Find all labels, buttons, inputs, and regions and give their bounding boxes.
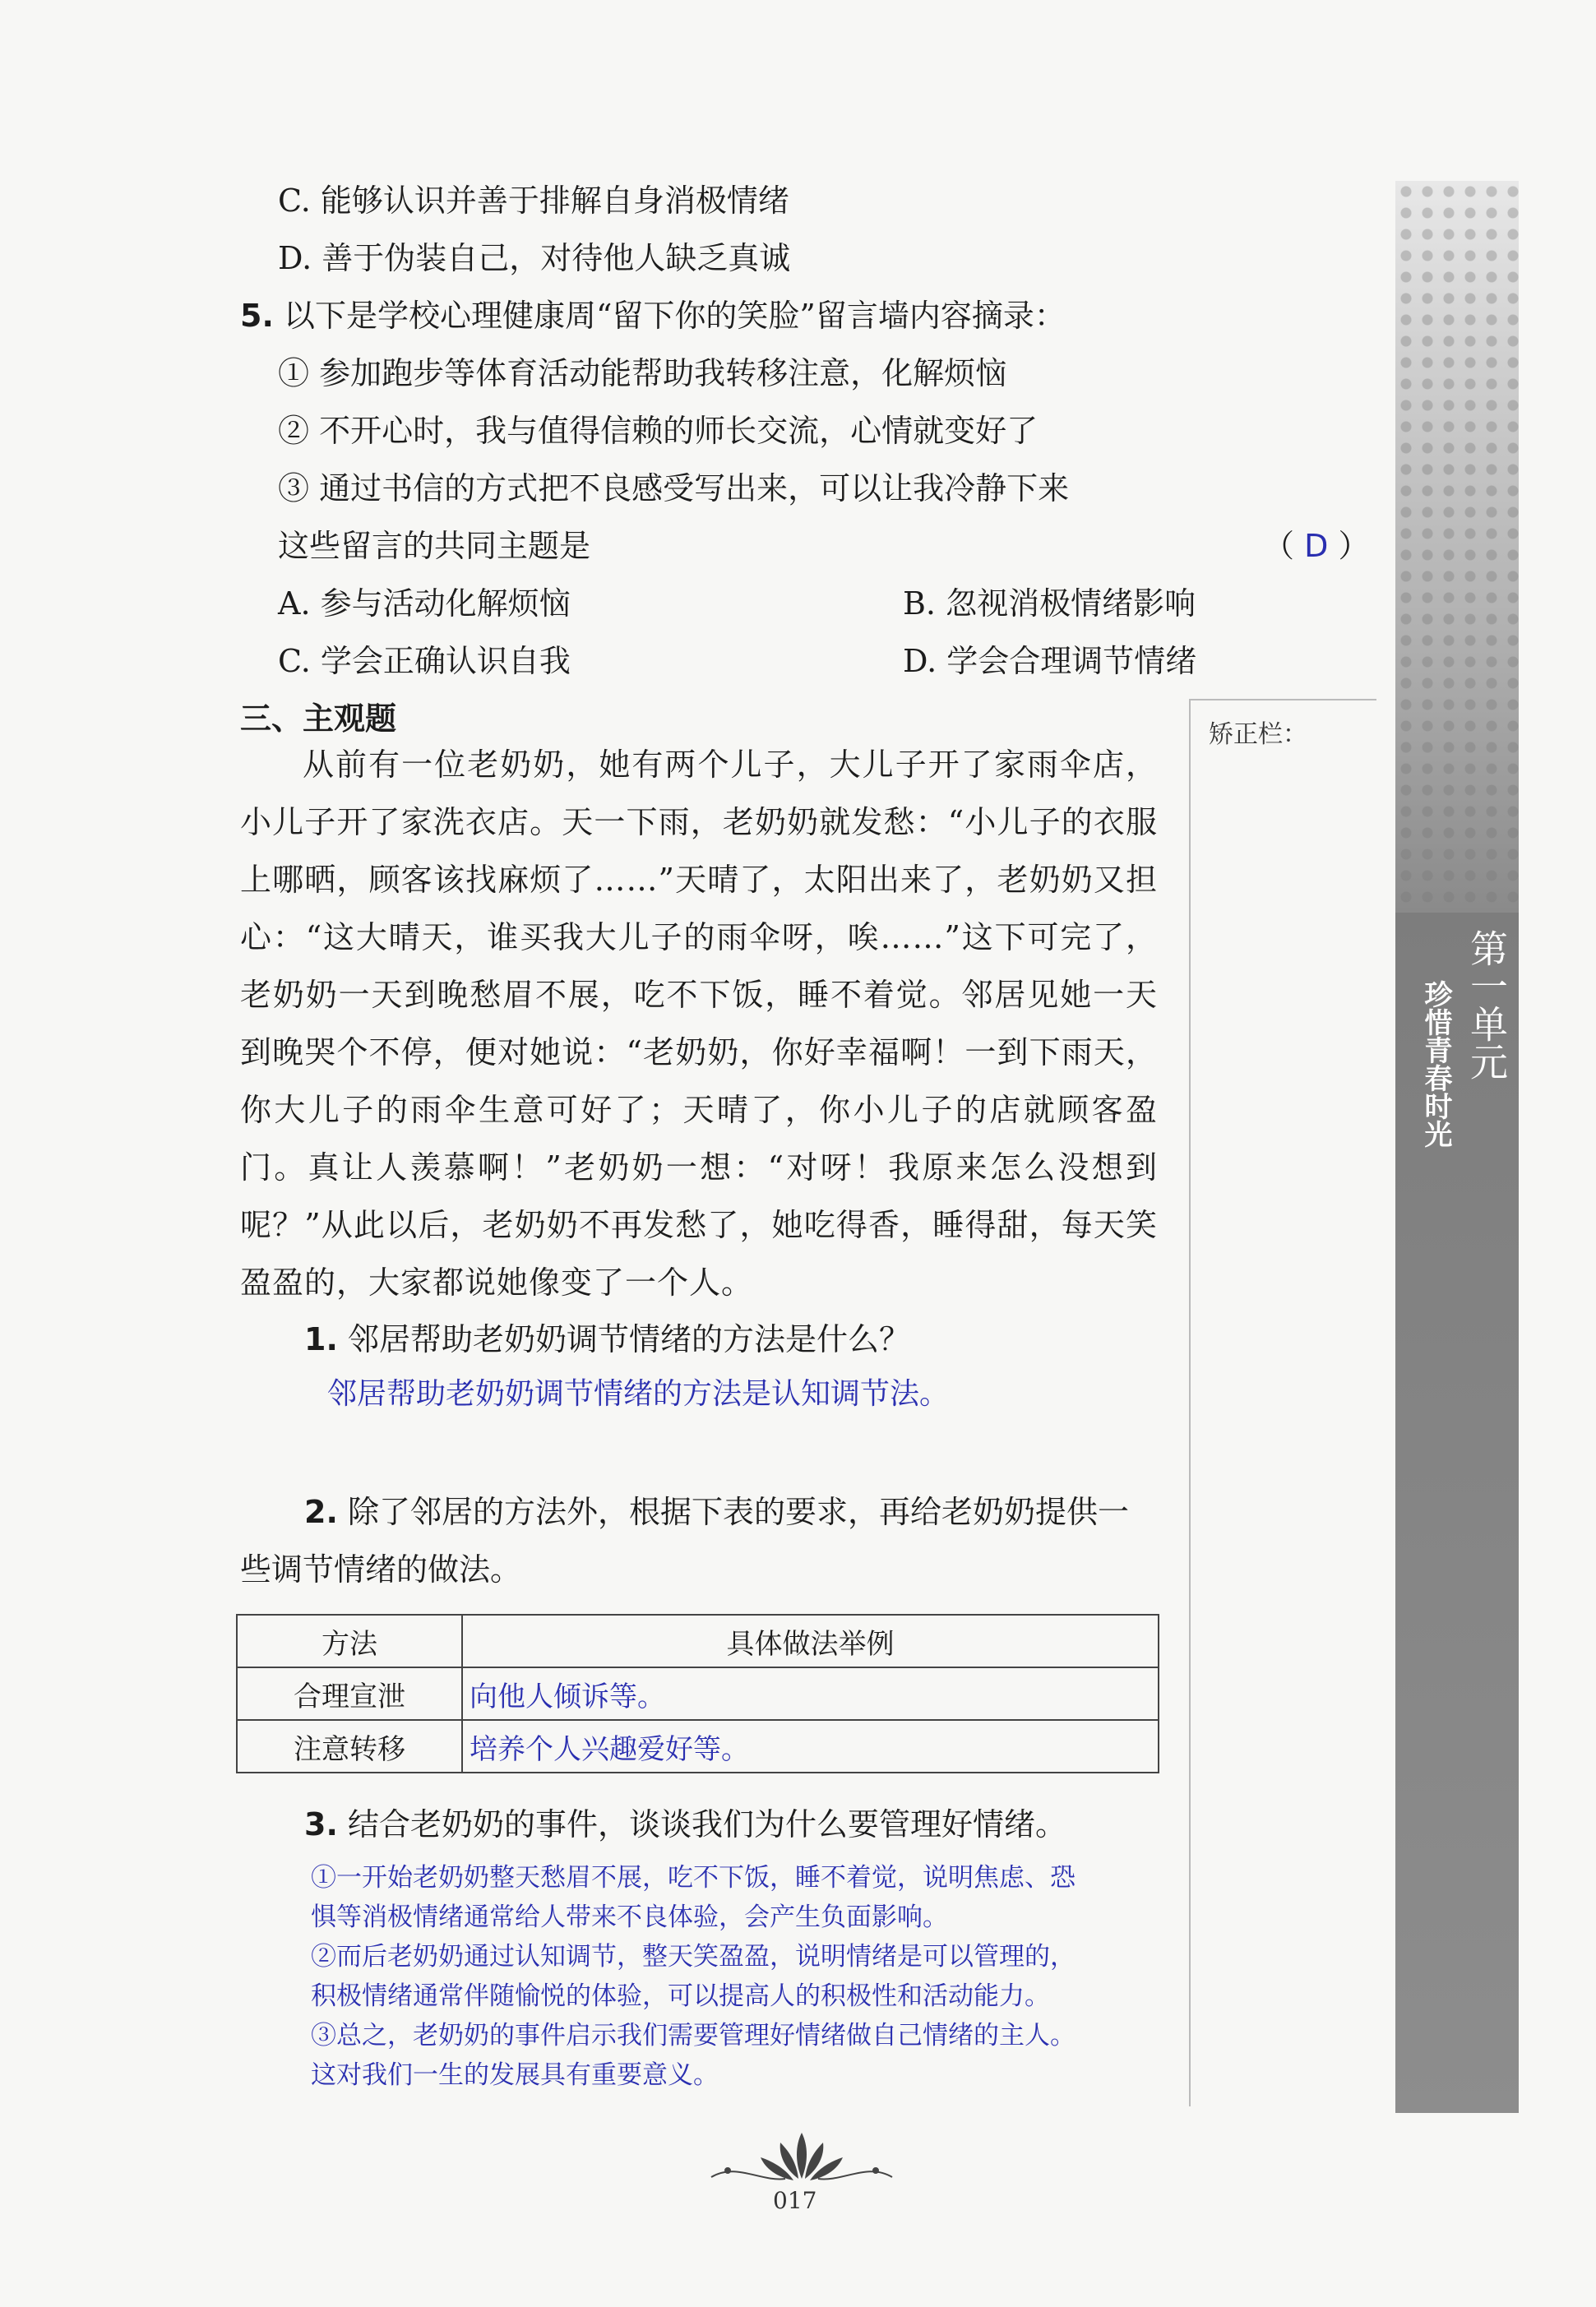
story-passage: 从前有一位老奶奶，她有两个儿子，大儿子开了家雨伞店，小儿子开了家洗衣店。天一下雨，老奶奶就发愁：“小儿子的衣服上哪晒，顾客该找麻烦了……”天晴了，太阳出来了，老奶奶又担心：“这大晴天，谁买我大儿子的雨伞呀，唉……”这下可完了，老奶奶一天到晚愁眉不展，吃不下饭，睡不着觉。邻居见她一天到晚哭个不停，便对她说：“老奶奶，你好幸福啊！一到下雨天，你大儿子的雨伞生意可好了；天晴了，你小儿子的店就顾客盈门。真让人羡慕啊！”老奶奶一想：“对呀！我原来怎么没想到呢？”从此以后，老奶奶不再发愁了，她吃得香，睡得甜，每天笑盈盈的，大家都说她像变了一个人。: [240, 747, 1158, 1301]
table-row: [237, 1667, 1159, 1720]
unit-subtitle: 珍惜青春时光: [1419, 980, 1452, 1148]
section-heading: 三、主观题: [240, 700, 397, 737]
q5-item-2: ② 不开心时，我与值得信赖的师长交流，心情就变好了: [278, 413, 1039, 449]
q1-text: 邻居帮助老奶奶调节情绪的方法是什么？: [347, 1321, 910, 1357]
table-row: [237, 1720, 1159, 1773]
q3-text: 结合老奶奶的事件，谈谈我们为什么要管理好情绪。: [347, 1806, 1066, 1842]
q3-answer-line: 惧等消极情绪通常给人带来不良体验，会产生负面影响。: [311, 1902, 948, 1932]
table-row1-method: 合理宣泄: [237, 1667, 462, 1720]
table-header-method: 方法: [237, 1615, 462, 1667]
q5-paren-open: （: [1263, 528, 1295, 564]
q5-option-a: A. 参与活动化解烦恼: [278, 585, 571, 622]
q2-text-1: 除了邻居的方法外，根据下表的要求，再给老奶奶提供一: [347, 1494, 1129, 1530]
sidebar-decoration: [1395, 181, 1519, 913]
q3-answer-line: 积极情绪通常伴随愉悦的体验，可以提高人的积极性和活动能力。: [311, 1981, 1050, 2011]
q3-answer: [311, 1858, 1166, 2095]
q2-line-1: [304, 1492, 1129, 1532]
q3-answer-line: ③总之，老奶奶的事件启示我们需要管理好情绪做自己情绪的主人。: [311, 2021, 1076, 2050]
q3-number: 3.: [304, 1806, 338, 1842]
q3-answer-line: 这对我们一生的发展具有重要意义。: [311, 2060, 719, 2090]
q5-option-d: D. 学会合理调节情绪: [903, 643, 1197, 679]
unit-title: 第一单元: [1464, 929, 1509, 1080]
q5-answer-bracket: [1263, 526, 1369, 566]
correction-label: 矫正栏：: [1209, 720, 1307, 749]
q5-question: 这些留言的共同主题是: [278, 528, 591, 564]
sidebar-dot-pattern: [1395, 181, 1519, 913]
q5-option-b: B. 忽视消极情绪影响: [903, 585, 1196, 622]
q1-line: [304, 1320, 910, 1359]
q1-number: 1.: [304, 1321, 338, 1357]
q3-answer-line: ②而后老奶奶通过认知调节，整天笑盈盈，说明情绪是可以管理的，: [311, 1942, 1076, 1972]
table-row2-method: 注意转移: [237, 1720, 462, 1773]
table-row2-example: 培养个人兴趣爱好等。: [462, 1720, 1159, 1773]
q3-answer-line: ①一开始老奶奶整天愁眉不展，吃不下饭，睡不着觉，说明焦虑、恐: [311, 1863, 1076, 1893]
q5-stem-line: [240, 296, 1066, 335]
correction-column: [1189, 699, 1376, 2106]
q5-option-c: C. 学会正确认识自我: [278, 643, 571, 679]
q4-option-d: D. 善于伪装自己，对待他人缺乏真诚: [278, 240, 791, 276]
q5-item-3: ③ 通过书信的方式把不良感受写出来，可以让我冷静下来: [278, 470, 1070, 506]
q5-stem: 以下是学校心理健康周“留下你的笑脸”留言墙内容摘录：: [283, 298, 1066, 334]
method-table: [236, 1614, 1159, 1773]
table-row1-example: 向他人倾诉等。: [462, 1667, 1159, 1720]
sidebar-unit-panel: [1395, 913, 1519, 2113]
q3-line: [304, 1805, 1066, 1844]
q5-answer: D: [1304, 528, 1329, 564]
leaf-ornament-icon: [703, 2129, 900, 2187]
q5-number: 5.: [240, 298, 274, 334]
q5-item-1: ① 参加跑步等体育活动能帮助我转移注意，化解烦恼: [278, 355, 1007, 391]
q1-answer: 邻居帮助老奶奶调节情绪的方法是认知调节法。: [327, 1377, 950, 1411]
table-header-row: [237, 1615, 1159, 1667]
table-header-example: 具体做法举例: [462, 1615, 1159, 1667]
page-number: 017: [773, 2187, 817, 2214]
q2-line-2: 些调节情绪的做法。: [240, 1551, 522, 1588]
q5-paren-close: ）: [1338, 528, 1370, 564]
q2-number: 2.: [304, 1494, 338, 1530]
q4-option-c: C. 能够认识并善于排解自身消极情绪: [278, 183, 789, 219]
